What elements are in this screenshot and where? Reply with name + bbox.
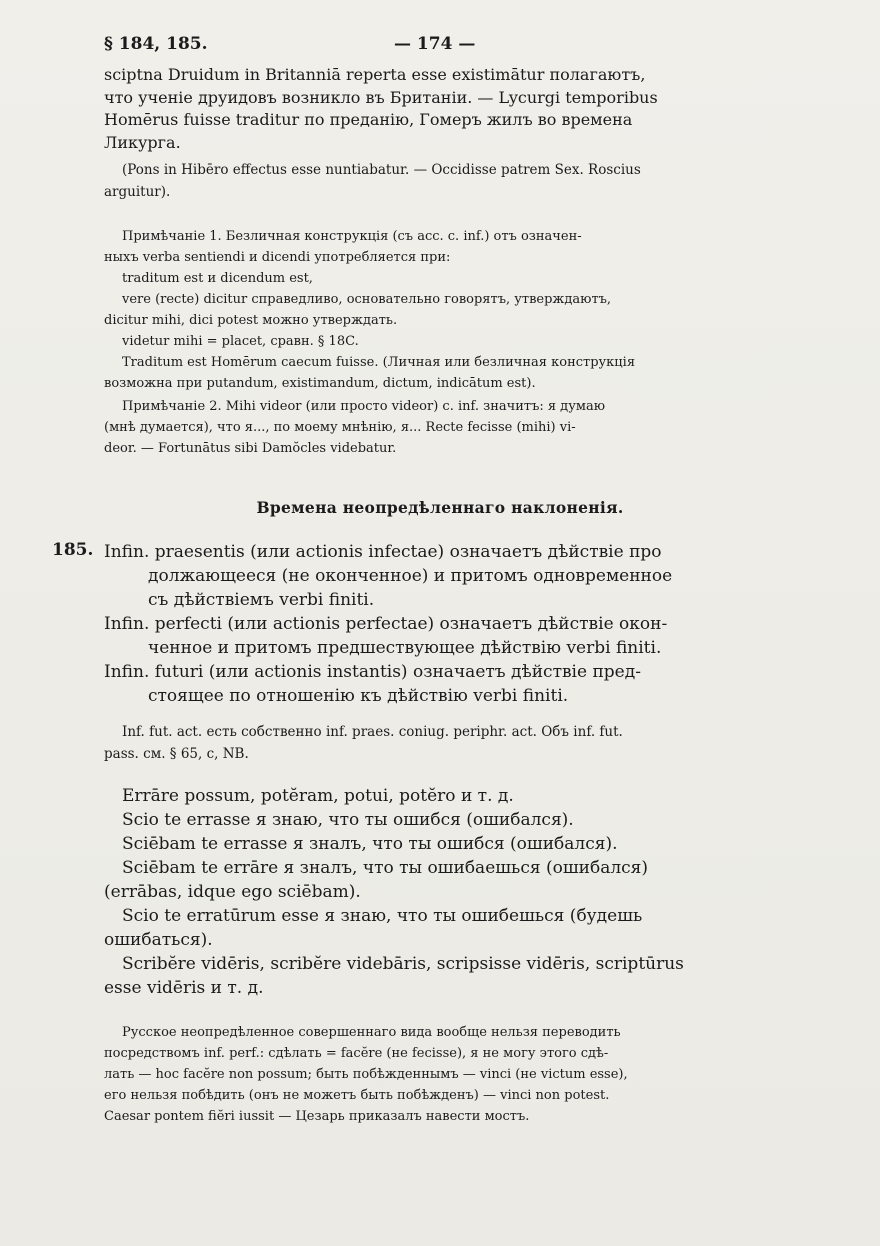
text-line: Inf. fut. act. есть собственно inf. praes. coniug. periphr. act. Объ inf. fut. [122, 724, 623, 740]
note-2 [104, 396, 784, 459]
text-line: должающееся (не оконченное) и притомъ одновременное [148, 566, 673, 586]
text-line: Caesar pontem fiĕri iussit — Цезарь приказалъ навести мостъ. [104, 1109, 530, 1124]
section-reference: § 184, 185. [104, 34, 208, 54]
note-heading-line: Примѣчаніе 2. Mihi videor (или просто videor) c. inf. значитъ: я думаю [122, 399, 606, 414]
text-line: ченное и притомъ предшествующее дѣйствію verbi finiti. [148, 638, 662, 658]
text-line: (мнѣ думается), что я..., по моему мнѣнію, я... Recte fecisse (mihi) vi- [104, 420, 576, 435]
example-line: Scribĕre vidēris, scribĕre videbāris, scripsisse vidēris, scriptūrus [122, 954, 684, 974]
text-line: посредствомъ inf. perf.: сдѣлать = facĕre (не fecisse), я не могу этого сдѣ- [104, 1046, 609, 1061]
opening-paragraph [104, 64, 784, 154]
text-line: deor. — Fortunātus sibi Damŏcles videbatur. [104, 441, 397, 456]
text-line: Ликурга. [104, 132, 181, 152]
text-line: возможна при putandum, existimandum, dictum, indicātum est). [104, 376, 536, 391]
text-line: vere (recte) dicitur справедливо, основательно говорятъ, утверждаютъ, [122, 292, 612, 307]
example-line: ошибаться). [104, 930, 213, 950]
inf-fut-note [104, 722, 784, 765]
example-parenthetical [104, 160, 784, 203]
text-line: его нельзя побѣдить (онъ не можетъ быть побѣжденъ) — vinci non potest. [104, 1088, 610, 1103]
text-line: ныхъ verba sentiendi и dicendi употребляется при: [104, 250, 451, 265]
text-line: лать — hoc facĕre non possum; быть побѣжденнымъ — vinci (не victum esse), [104, 1067, 628, 1082]
text-line: videtur mihi = placet, сравн. § 18C. [122, 334, 359, 349]
example-line: Errāre possum, potĕram, potui, potĕro и т. д. [122, 786, 514, 806]
text-line: Русское неопредѣленное совершеннаго вида вообще нельзя переводить [122, 1025, 621, 1040]
text-line: съ дѣйствіемъ verbi finiti. [148, 590, 375, 610]
text-line: sciptna Druidum in Britanniā reperta esse existimātur полагаютъ, [104, 65, 646, 84]
section-185-body [104, 540, 794, 708]
example-line: Sciēbam te errāre я зналъ, что ты ошибаешься (ошибался) [122, 858, 649, 878]
example-line: (errābas, idque ego sciēbam). [104, 882, 361, 902]
text-line: Infin. futuri (или actionis instantis) означаетъ дѣйствіе пред- [104, 662, 641, 682]
example-line: Scio te erratūrum esse я знаю, что ты ошибешься (будешь [122, 906, 643, 926]
text-line: Infin. praesentis (или actionis infectae) означаетъ дѣйствіе про [104, 542, 662, 562]
section-number: 185. [52, 540, 94, 560]
note-heading-line: Примѣчаніе 1. Безличная конструкція (съ acc. c. inf.) отъ означен- [122, 229, 582, 244]
example-line: Sciēbam te errasse я зналъ, что ты ошибся (ошибался). [122, 834, 618, 854]
final-note [104, 1022, 784, 1127]
text-line: Homērus fuisse traditur по преданію, Гомеръ жилъ во времена [104, 110, 633, 129]
page-number: — 174 — [394, 34, 476, 54]
text-line: traditum est и dicendum est, [122, 271, 313, 286]
text-line: (Pons in Hibēro effectus esse nuntiabatur. — Occidisse patrem Sex. Roscius [122, 162, 641, 178]
text-line: Traditum est Homērum caecum fuisse. (Личная или безличная конструкція [122, 355, 636, 370]
text-line: стоящее по отношенію къ дѣйствію verbi finiti. [148, 686, 569, 706]
text-line: что ученіе друидовъ возникло въ Британіи. — Lycurgi temporibus [104, 87, 658, 107]
examples [104, 784, 784, 1000]
note-1 [104, 226, 784, 394]
example-line: esse vidēris и т. д. [104, 978, 264, 998]
section-title: Времена неопредѣленнаго наклоненія. [256, 498, 624, 517]
page-header [104, 34, 804, 58]
example-line: Scio te errasse я знаю, что ты ошибся (ошибался). [122, 810, 574, 830]
text-line: dicitur mihi, dici potest можно утверждать. [104, 313, 398, 328]
text-line: Infin. perfecti (или actionis perfectae) означаетъ дѣйствіе окон- [104, 614, 668, 634]
text-line: arguitur). [104, 183, 171, 200]
text-line: pass. см. § 65, c, NB. [104, 745, 249, 762]
